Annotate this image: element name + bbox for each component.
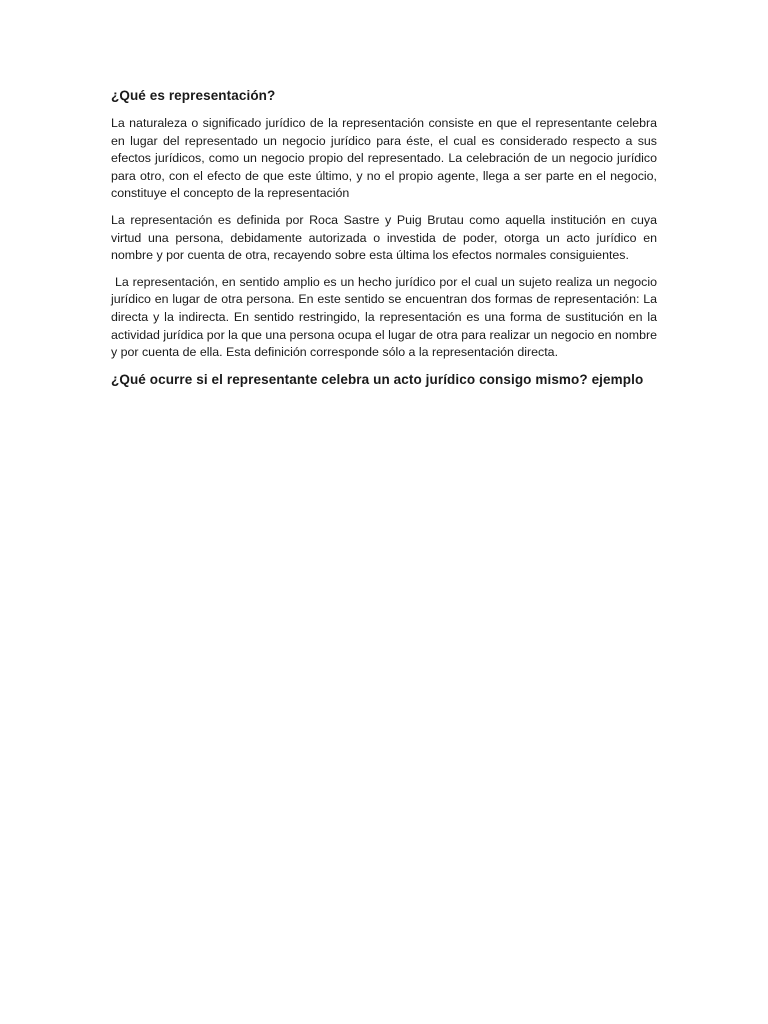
paragraph-nature-of-representation: La naturaleza o significado jurídico de la representación consiste en que el representante celebra en lugar del representado un negocio jurídico para éste, el cual es considerado respecto a sus efectos jurídicos, como un negocio propio del representado. La celebración de un negocio jurídico para otro, con el efecto de que este último, y no el propio agente, llega a ser parte en el negocio, constituye el concepto de la representación [111, 116, 657, 201]
document-body [111, 87, 657, 399]
section-heading-self-contracting-question: ¿Qué ocurre si el representante celebra un acto jurídico consigo mismo? ejemplo [111, 371, 644, 387]
section-heading-what-is-representation: ¿Qué es representación? [111, 88, 276, 103]
paragraph-broad-and-restricted-sense: La representación, en sentido amplio es un hecho jurídico por el cual un sujeto realiza un negocio jurídico en lugar de otra persona. En este sentido se encuentran dos formas de representación: La directa y la indirecta. En sentido restringido, la representación es una forma de sustitución en la actividad jurídica por la que una persona ocupa el lugar de otra para realizar un negocio en nombre y por cuenta de ella. Esta definición corresponde sólo a la representación directa. [111, 274, 657, 360]
paragraph-roca-sastre-definition: La representación es definida por Roca Sastre y Puig Brutau como aquella institución en cuya virtud una persona, debidamente autorizada o investida de poder, otorga un acto jurídico en nombre y por cuenta de otra, recayendo sobre esta última los efectos normales consiguientes. [111, 212, 657, 263]
